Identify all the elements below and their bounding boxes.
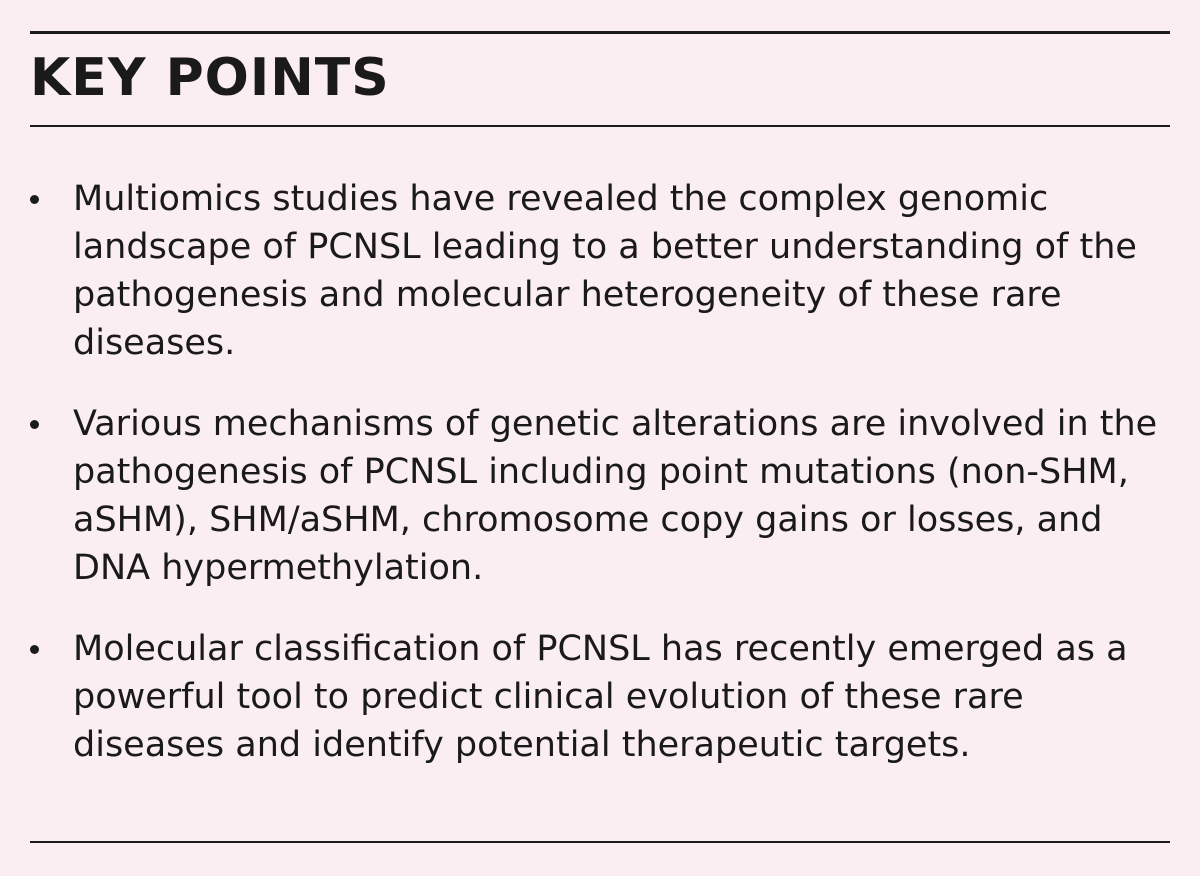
bottom-rule — [30, 841, 1170, 843]
top-rule — [30, 31, 1170, 34]
heading-divider — [30, 125, 1170, 127]
key-point-item — [30, 400, 1170, 592]
bullet-icon — [30, 645, 39, 654]
key-points-list — [30, 175, 1170, 802]
bullet-icon — [30, 195, 39, 204]
box-heading: KEY POINTS — [30, 48, 390, 108]
key-point-item — [30, 175, 1170, 367]
bullet-icon — [30, 420, 39, 429]
key-point-text: Various mechanisms of genetic alterations are involved in the pathogenesis of PCNSL including point mutations (non-SHM, aSHM), SHM/aSHM, chromosome copy gains or losses, and DNA hypermethylation. — [73, 404, 1158, 588]
key-point-text: Molecular classification of PCNSL has recently emerged as a powerful tool to predict clinical evolution of these rare diseases and identify potential therapeutic targets. — [73, 629, 1128, 765]
key-point-text: Multiomics studies have revealed the complex genomic landscape of PCNSL leading to a better understanding of the pathogenesis and molecular heterogeneity of these rare diseases. — [73, 179, 1137, 363]
key-point-item — [30, 625, 1170, 769]
